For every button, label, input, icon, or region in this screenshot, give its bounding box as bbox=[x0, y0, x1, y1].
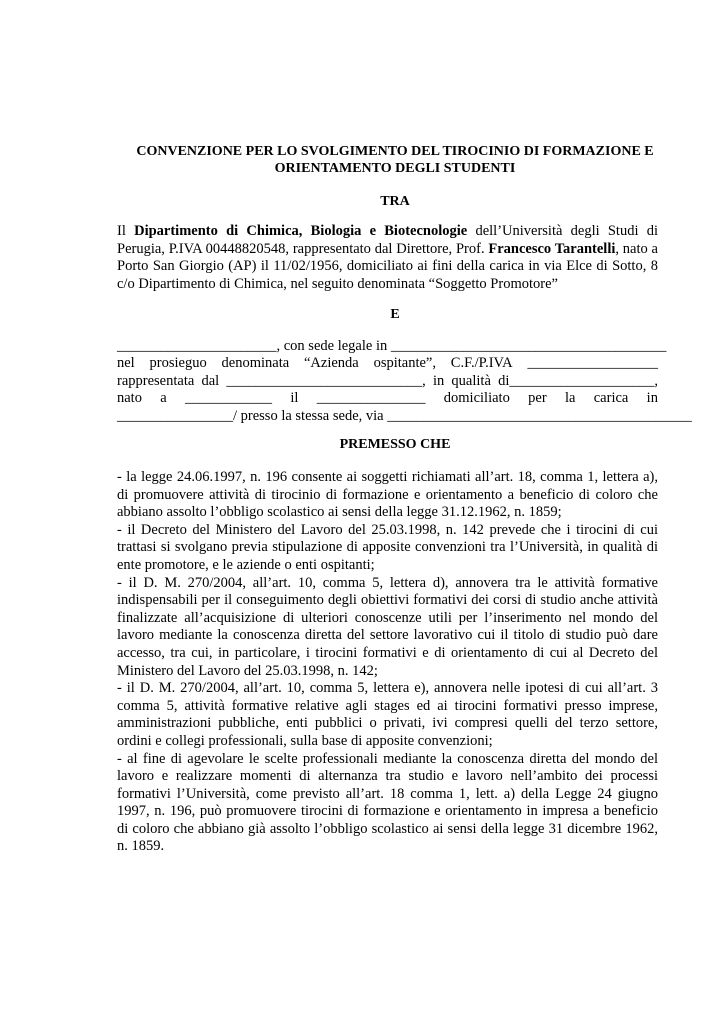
ospitante-word: in bbox=[432, 372, 445, 389]
heading-tra: TRA bbox=[380, 194, 410, 209]
ospitante-word: il bbox=[290, 390, 299, 407]
promotore-text-3: , nato a Porto San Giorgio (AP) il 11/02/1956, domiciliato ai fini della carica in via Elce di Sotto, 8 c/o Dipartimento di Chimica, nel seguito denominata “Soggetto Promotore” bbox=[117, 240, 658, 292]
ospitante-word: qualità bbox=[451, 372, 491, 389]
ospitante-word: la bbox=[564, 390, 576, 407]
premessa-item: - la legge 24.06.1997, n. 196 consente ai soggetti richiamati all’art. 18, comma 1, lettera a), di promuovere attività di tirocinio di formazione e orientamento a beneficio di coloro che abbiano assolto l’obbligo scolastico ai sensi della legge 31.12.1962, n. 1859; bbox=[117, 469, 658, 521]
direttore-name: Francesco Tarantelli bbox=[488, 240, 616, 257]
ospitante-word: ____________ bbox=[185, 390, 273, 407]
ospitante-word: nato bbox=[117, 390, 142, 407]
ospitante-word: rappresentata bbox=[117, 372, 195, 389]
ospitante-word: ospitante”, bbox=[373, 355, 436, 372]
ospitante-line-2 bbox=[117, 355, 658, 372]
ospitante-word: ______________________, con sede legale in ______________________________________ bbox=[117, 338, 667, 354]
premessa-item: - al fine di agevolare le scelte professionali mediante la conoscenza diretta del mondo del lavoro e realizzare momenti di alternanza tra studio e lavoro nell’ambito dei processi formativi l’Università, come previsto all’art. 18 comma 1, lett. a) della Legge 24 giugno 1997, n. 196, può promuovere tirocini di formazione e orientamento in impresa a beneficio di coloro che abbiano già assolto l’obbligo scolastico ai sensi della legge 31 dicembre 1962, n. 1859. bbox=[117, 750, 658, 855]
promotore-text-1: Il bbox=[117, 223, 135, 239]
premessa-item: - il D. M. 270/2004, all’art. 10, comma 5, lettera d), annovera tra le attività formative indispensabili per il conseguimento degli obiettivi formativi dei corsi di studio anche attività finalizzate all’acquisizione di ulteriori conoscenze utili per l’inserimento nel mondo del lavoro mediante la conoscenza diretta del settore lavorativo cui il titolo di studio può dare accesso, tra cui, in particolare, i tirocini formativi e di orientamento di cui al Decreto del Ministero del Lavoro del 25.03.1998, n. 142; bbox=[117, 574, 658, 679]
ospitante-word: in bbox=[646, 390, 658, 407]
ospitante-word: denominata bbox=[221, 355, 290, 372]
ospitante-line-3 bbox=[117, 373, 658, 390]
ospitante-block bbox=[117, 338, 692, 425]
heading-e: E bbox=[390, 307, 400, 322]
promotore-paragraph bbox=[117, 223, 658, 293]
premessa-item: - il Decreto del Ministero del Lavoro del 25.03.1998, n. 142 prevede che i tirocini di cui trattasi si svolgano previa stipulazione di apposite convenzioni tra l’Università, in qualità di ente promotore, e le aziende o enti ospitanti; bbox=[117, 521, 658, 573]
ospitante-word: ___________________________, bbox=[226, 372, 426, 389]
ospitante-word: C.F./P.IVA bbox=[450, 355, 513, 372]
promotore-text-2: dell’Università degli Studi di Perugia, P.IVA 00448820548, rappresentato dal Direttore, Prof. bbox=[117, 223, 658, 257]
ospitante-word: domiciliato bbox=[443, 390, 510, 407]
ospitante-word: per bbox=[528, 390, 547, 407]
title-line-1: CONVENZIONE PER LO SVOLGIMENTO DEL TIROCINIO DI FORMAZIONE E bbox=[136, 144, 654, 159]
ospitante-line-5: ________________/ presso la stessa sede, via __________________________________________ bbox=[117, 407, 692, 424]
heading-premesso-che: PREMESSO CHE bbox=[339, 437, 451, 452]
ospitante-word: di____________________, bbox=[498, 372, 658, 389]
ospitante-word: carica bbox=[593, 390, 629, 407]
ospitante-line-4 bbox=[117, 390, 658, 407]
ospitante-word: “Azienda bbox=[304, 355, 359, 372]
ospitante-line-1 bbox=[117, 338, 667, 355]
ospitante-word: prosieguo bbox=[149, 355, 207, 372]
premessa-item: - il D. M. 270/2004, all’art. 10, comma 5, lettera e), annovera nelle ipotesi di cui all’art. 3 comma 5, attività formative relative agli stages ed ai tirocini formativi presso imprese, amministrazioni pubbliche, enti pubblici o privati, ivi compresi quelli del terzo settore, ordini e collegi professionali, sulla base di apposite convenzioni; bbox=[117, 680, 658, 749]
document-title bbox=[110, 143, 680, 177]
title-line-2: ORIENTAMENTO DEGLI STUDENTI bbox=[274, 161, 516, 176]
premesse-list bbox=[117, 469, 658, 856]
dipartimento-name: Dipartimento di Chimica, Biologia e Biotecnologie bbox=[134, 223, 468, 239]
ospitante-word: a bbox=[160, 390, 167, 407]
ospitante-word: nel bbox=[117, 355, 135, 372]
ospitante-word: _______________ bbox=[316, 390, 426, 407]
ospitante-word: __________________ bbox=[527, 355, 658, 372]
ospitante-word: dal bbox=[201, 372, 220, 389]
